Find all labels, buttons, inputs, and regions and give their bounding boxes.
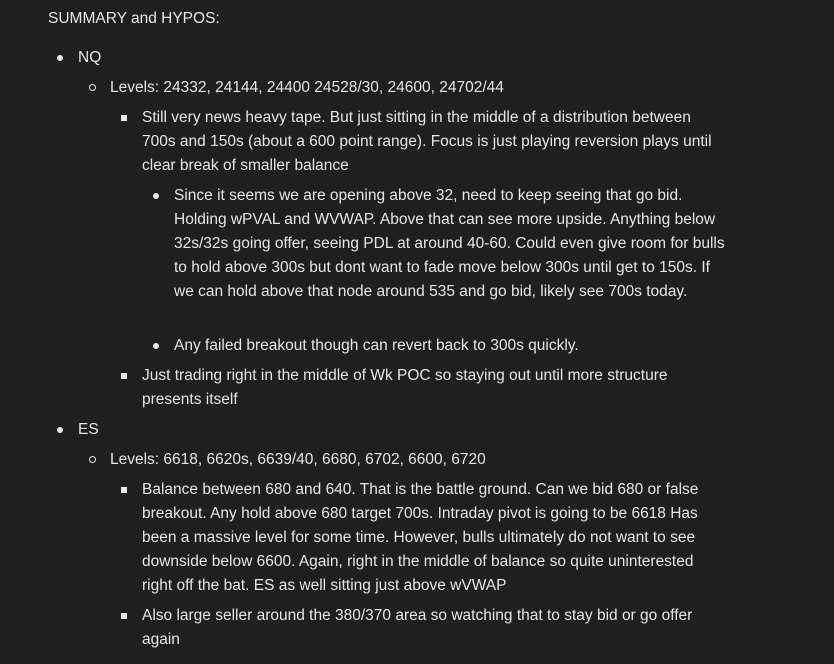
list-item-es-point-1: [121, 478, 721, 598]
list-item-es: [57, 418, 99, 442]
bullet-disc-icon: [153, 343, 159, 349]
bullet-disc-icon: [153, 193, 159, 199]
list-item-nq-subpoint-2: [153, 334, 728, 358]
list-item-nq-levels: [89, 76, 504, 100]
list-item-nq-point-1: [121, 106, 721, 178]
es-levels-text: Levels: 6618, 6620s, 6639/40, 6680, 6702, 6600, 6720: [110, 451, 486, 468]
list-item-nq-subpoint-1: [153, 184, 728, 304]
bullet-square-icon: [121, 115, 127, 121]
list-item-es-point-2: [121, 604, 721, 652]
list-item-nq-point-2: [121, 364, 721, 412]
bullet-circle-icon: [89, 456, 96, 463]
nq-subpoint-2-text: Any failed breakout though can revert back to 300s quickly.: [174, 337, 579, 354]
bullet-square-icon: [121, 373, 127, 379]
es-point-2-text: Also large seller around the 380/370 area so watching that to stay bid or go offer again: [142, 607, 693, 648]
bullet-disc-icon: [57, 55, 63, 61]
es-point-1-text: Balance between 680 and 640. That is the battle ground. Can we bid 680 or false breakout. Any hold above 680 target 700s. Intraday pivot is going to be 6618 Has been a massive level for some time. However, bulls ultimately do not want to see downside below 6600. Again, right in the middle of balance so quite uninterested right off the bat. ES as well sitting just above wVWAP: [142, 481, 699, 594]
nq-levels-text: Levels: 24332, 24144, 24400 24528/30, 24600, 24702/44: [110, 79, 504, 96]
summary-heading: SUMMARY and HYPOS:: [48, 10, 220, 27]
list-item-es-levels: [89, 448, 486, 472]
nq-point-1-text: Still very news heavy tape. But just sitting in the middle of a distribution between 700s and 150s (about a 600 point range). Focus is just playing reversion plays until clear break of smaller balance: [142, 109, 712, 174]
nq-label: NQ: [78, 49, 102, 66]
bullet-circle-icon: [89, 84, 96, 91]
bullet-square-icon: [121, 487, 127, 493]
nq-subpoint-1-text: Since it seems we are opening above 32, need to keep seeing that go bid. Holding wPVAL and WVWAP. Above that can see more upside. Anything below 32s/32s going offer, seeing PDL at around 40-60. Could even give room for bulls to hold above 300s but dont want to fade move below 300s until get to 150s. If we can hold above that node around 535 and go bid, likely see 700s today.: [174, 187, 725, 300]
es-label: ES: [78, 421, 99, 438]
bullet-square-icon: [121, 613, 127, 619]
list-item-nq: [57, 46, 101, 70]
bullet-disc-icon: [57, 427, 63, 433]
nq-point-2-text: Just trading right in the middle of Wk POC so staying out until more structure presents itself: [142, 367, 668, 408]
